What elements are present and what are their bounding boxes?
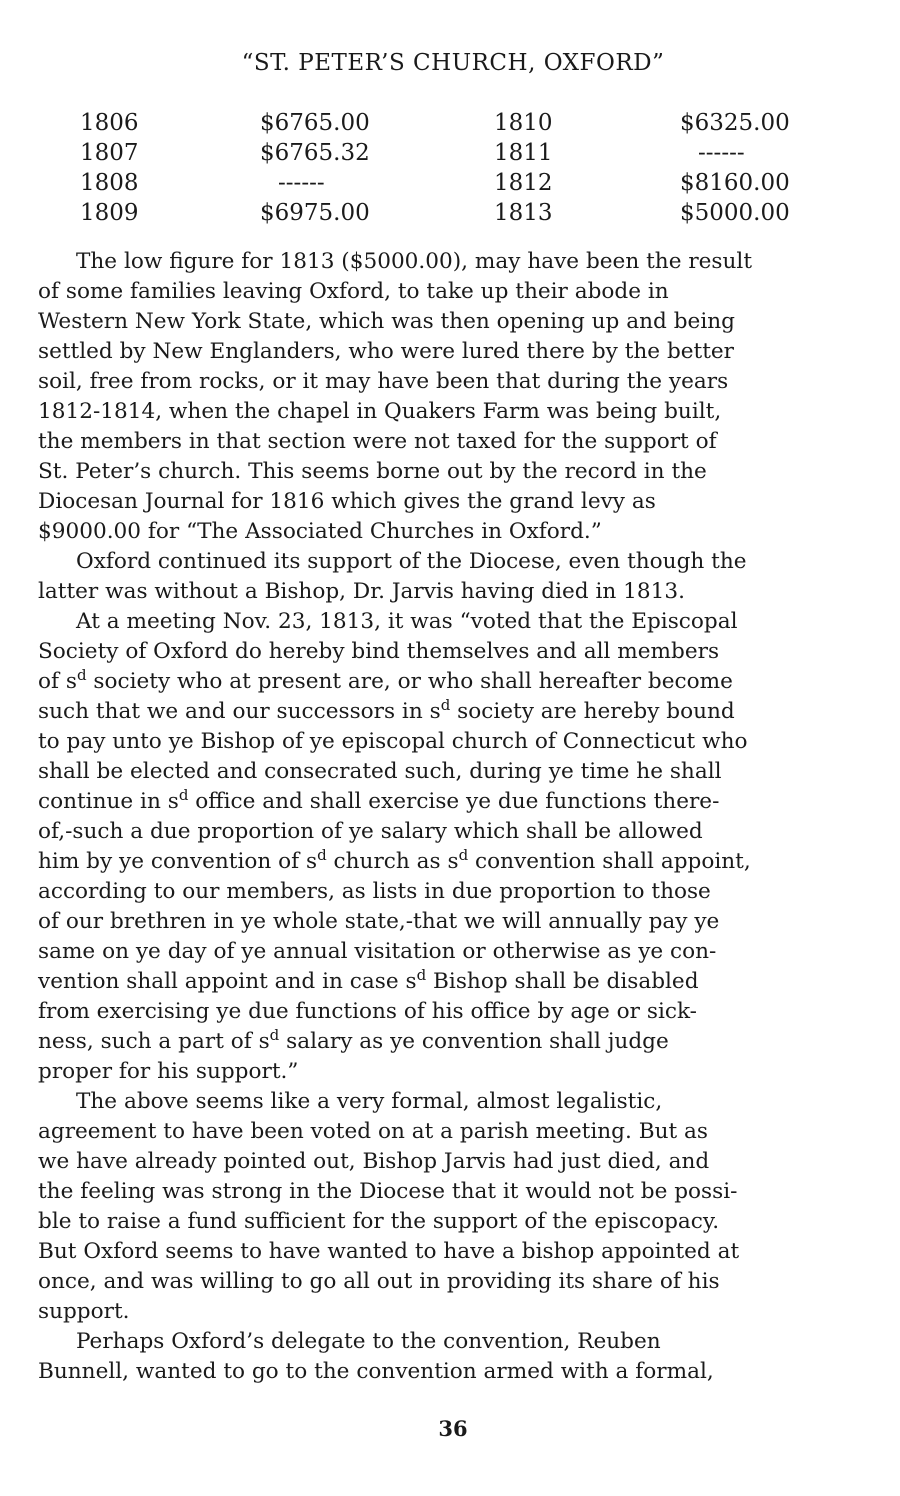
- text-line: we have already pointed out, Bishop Jarvis had just died, and: [38, 1149, 710, 1174]
- year-cell: 1808: [80, 170, 139, 196]
- levy-row: [80, 110, 840, 140]
- text-line: Perhaps Oxford’s delegate to the convention, Reuben: [76, 1329, 661, 1354]
- amount-cell: $6975.00: [260, 200, 370, 226]
- text-segment: continue in s: [38, 789, 179, 814]
- superscript: d: [317, 846, 327, 864]
- text-line: to pay unto ye Bishop of ye episcopal church of Connecticut who: [38, 729, 748, 754]
- superscript: d: [416, 966, 427, 984]
- amount-cell: $6765.32: [260, 140, 370, 166]
- text-line: according to our members, as lists in due proportion to those: [38, 879, 711, 904]
- amount-cell: $6765.00: [260, 110, 370, 136]
- text-line: $9000.00 for “The Associated Churches in Oxford.”: [38, 519, 602, 544]
- text-line: latter was without a Bishop, Dr. Jarvis having died in 1813.: [38, 579, 685, 604]
- text-segment: salary as ye convention shall judge: [279, 1029, 669, 1054]
- text-line: St. Peter’s church. This seems borne out by the record in the: [38, 459, 707, 484]
- amount-cell: $5000.00: [680, 200, 790, 226]
- paragraph: [38, 1327, 868, 1387]
- text-segment: such that we and our successors in s: [38, 699, 441, 724]
- text-line: The low figure for 1813 ($5000.00), may have been the result: [76, 249, 753, 274]
- text-line: [38, 697, 868, 727]
- text-line: agreement to have been voted on at a parish meeting. But as: [38, 1119, 708, 1144]
- superscript: d: [269, 1026, 280, 1044]
- text-line: Society of Oxford do hereby bind themselves and all members: [38, 639, 720, 664]
- paragraph: [38, 607, 868, 1087]
- text-line: of,-such a due proportion of ye salary which shall be allowed: [38, 819, 703, 844]
- text-line: same on ye day of ye annual visitation or otherwise as ye con-: [38, 939, 717, 964]
- levy-row: [80, 170, 840, 200]
- body-text: [38, 247, 868, 1387]
- year-cell: 1807: [80, 140, 139, 166]
- amount-cell: $8160.00: [680, 170, 790, 196]
- superscript: d: [440, 696, 451, 714]
- text-line: 1812-1814, when the chapel in Quakers Farm was being built,: [38, 399, 722, 424]
- text-line: the members in that section were not taxed for the support of: [38, 429, 717, 454]
- text-line: of our brethren in ye whole state,-that we will annually pay ye: [38, 909, 720, 934]
- text-line: shall be elected and consecrated such, during ye time he shall: [38, 759, 722, 784]
- text-segment: Bishop shall be disabled: [426, 969, 699, 994]
- text-line: [38, 787, 868, 817]
- amount-cell: ------: [278, 170, 325, 196]
- text-line: support.: [38, 1299, 130, 1324]
- text-line: of some families leaving Oxford, to take up their abode in: [38, 279, 669, 304]
- text-line: Diocesan Journal for 1816 which gives the grand levy as: [38, 489, 656, 514]
- paragraph: [38, 1087, 868, 1327]
- paragraph: [38, 547, 868, 607]
- text-segment: him by ye convention of s: [38, 849, 318, 874]
- text-line: [38, 667, 868, 697]
- year-cell: 1810: [494, 110, 553, 136]
- year-cell: 1806: [80, 110, 139, 136]
- text-line: The above seems like a very formal, almost legalistic,: [76, 1089, 663, 1114]
- text-line: [38, 967, 868, 997]
- text-line: the feeling was strong in the Diocese that it would not be possi-: [38, 1179, 738, 1204]
- levy-row: [80, 200, 840, 230]
- text-line: once, and was willing to go all out in providing its share of his: [38, 1269, 720, 1294]
- text-line: [38, 847, 868, 877]
- text-line: from exercising ye due functions of his office by age or sick-: [38, 999, 697, 1024]
- text-segment: of s: [38, 669, 77, 694]
- text-segment: ness, such a part of s: [38, 1029, 270, 1054]
- text-line: But Oxford seems to have wanted to have a bishop appointed at: [38, 1239, 740, 1264]
- text-line: Western New York State, which was then opening up and being: [38, 309, 735, 334]
- text-segment: society are hereby bound: [450, 699, 735, 724]
- text-line: At a meeting Nov. 23, 1813, it was “voted that the Episcopal: [76, 609, 738, 634]
- year-cell: 1809: [80, 200, 139, 226]
- text-line: Bunnell, wanted to go to the convention armed with a formal,: [38, 1359, 714, 1384]
- levy-table: [80, 110, 840, 230]
- superscript: d: [458, 846, 469, 864]
- year-cell: 1813: [494, 200, 553, 226]
- text-segment: church as s: [326, 849, 459, 874]
- text-line: settled by New Englanders, who were lured there by the better: [38, 339, 734, 364]
- amount-cell: $6325.00: [680, 110, 790, 136]
- paragraph: [38, 247, 868, 547]
- book-page: [38, 0, 868, 1496]
- text-line: proper for his support.”: [38, 1059, 299, 1084]
- superscript: d: [178, 786, 189, 804]
- text-line: ble to raise a fund sufficient for the support of the episcopacy.: [38, 1209, 720, 1234]
- text-line: [38, 1027, 868, 1057]
- year-cell: 1811: [494, 140, 553, 166]
- text-segment: office and shall exercise ye due functions there-: [188, 789, 720, 814]
- text-line: Oxford continued its support of the Diocese, even though the: [76, 549, 747, 574]
- text-line: soil, free from rocks, or it may have been that during the years: [38, 369, 729, 394]
- text-segment: convention shall appoint,: [468, 849, 751, 874]
- text-segment: vention shall appoint and in case s: [38, 969, 417, 994]
- amount-cell: ------: [698, 140, 745, 166]
- superscript: d: [76, 666, 87, 684]
- levy-row: [80, 140, 840, 170]
- year-cell: 1812: [494, 170, 553, 196]
- text-segment: society who at present are, or who shall hereafter become: [86, 669, 733, 694]
- running-header: “ST. PETER’S CHURCH, OXFORD”: [241, 50, 665, 76]
- page-number: 36: [438, 1416, 468, 1441]
